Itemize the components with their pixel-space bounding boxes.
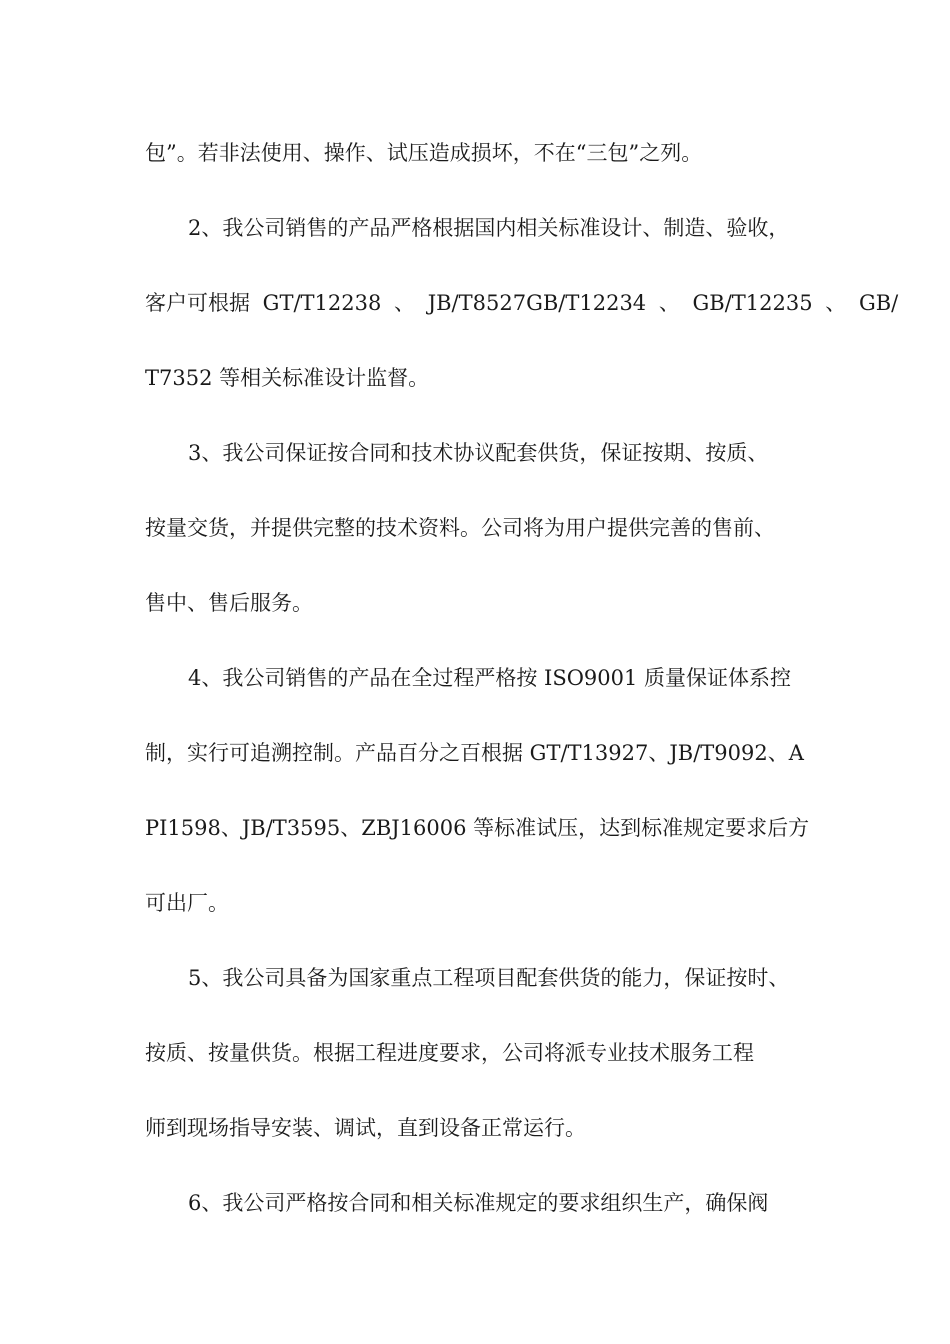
text-line: 3、我公司保证按合同和技术协议配套供货，保证按期、按质、 <box>188 441 769 465</box>
text-line: 按质、按量供货。根据工程进度要求，公司将派专业技术服务工程 <box>145 1041 754 1065</box>
text-line: 师到现场指导安装、调试，直到设备正常运行。 <box>145 1116 586 1140</box>
text-line: 包”。若非法使用、操作、试压造成损坏，不在“三包”之列。 <box>145 141 703 165</box>
text-line: 可出厂。 <box>145 891 229 915</box>
text-line: 制，实行可追溯控制。产品百分之百根据 GT/T13927、JB/T9092、A <box>145 741 804 765</box>
text-line: T7352 等相关标准设计监督。 <box>145 366 430 390</box>
text-line: 客户可根据 GT/T12238 、 JB/T8527GB/T12234 、 GB/T12235 、 GB/ <box>145 291 899 315</box>
text-line: 5、我公司具备为国家重点工程项目配套供货的能力，保证按时、 <box>188 966 790 990</box>
text-line: 4、我公司销售的产品在全过程严格按 ISO9001 质量保证体系控 <box>188 666 792 690</box>
text-line: 按量交货，并提供完整的技术资料。公司将为用户提供完善的售前、 <box>145 516 775 540</box>
text-line: 售中、售后服务。 <box>145 591 313 615</box>
text-line: 6、我公司严格按合同和相关标准规定的要求组织生产，确保阀 <box>188 1191 769 1215</box>
text-line: 2、我公司销售的产品严格根据国内相关标准设计、制造、验收， <box>188 216 790 240</box>
text-line: PI1598、JB/T3595、ZBJ16006 等标准试压，达到标准规定要求后方 <box>145 816 810 840</box>
